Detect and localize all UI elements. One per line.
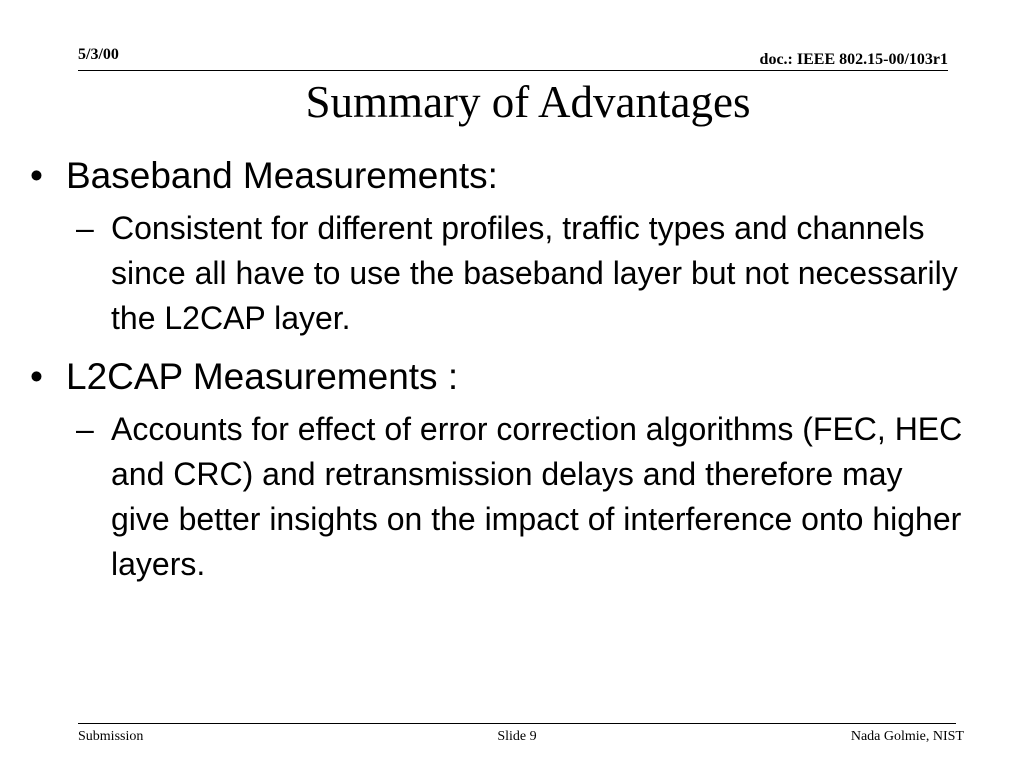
sub-bullet-text: Accounts for effect of error correction algorithms (FEC, HEC and CRC) and retransmission delays and therefore may give better insights on the impact of interference onto higher layers. bbox=[111, 411, 963, 582]
slide-title: Summary of Advantages bbox=[305, 77, 751, 127]
footer-divider bbox=[78, 723, 956, 724]
sub-bullet-text: Consistent for different profiles, traffic types and channels since all have to use the baseband layer but not necessarily the L2CAP layer. bbox=[111, 210, 958, 336]
dash-marker-icon: – bbox=[76, 210, 94, 246]
header-doc-id: doc.: IEEE 802.15-00/103r1 bbox=[759, 51, 948, 68]
bullet-text: L2CAP Measurements : bbox=[66, 356, 459, 397]
dash-marker-icon: – bbox=[76, 411, 94, 447]
header-divider bbox=[78, 70, 948, 71]
bullet-text: Baseband Measurements: bbox=[66, 155, 498, 196]
bullet-item-baseband bbox=[0, 154, 1000, 198]
bullet-marker-icon: • bbox=[30, 155, 43, 196]
sub-bullet-baseband bbox=[0, 206, 1000, 341]
footer-slide-number: Slide 9 bbox=[497, 729, 537, 744]
header-date: 5/3/00 bbox=[78, 46, 119, 63]
bullet-marker-icon: • bbox=[30, 356, 43, 397]
bullet-item-l2cap bbox=[0, 355, 1000, 399]
footer-submission: Submission bbox=[78, 729, 144, 744]
footer-author: Nada Golmie, NIST bbox=[850, 729, 964, 744]
sub-bullet-l2cap bbox=[0, 407, 1000, 587]
bullet-list bbox=[0, 154, 1000, 601]
